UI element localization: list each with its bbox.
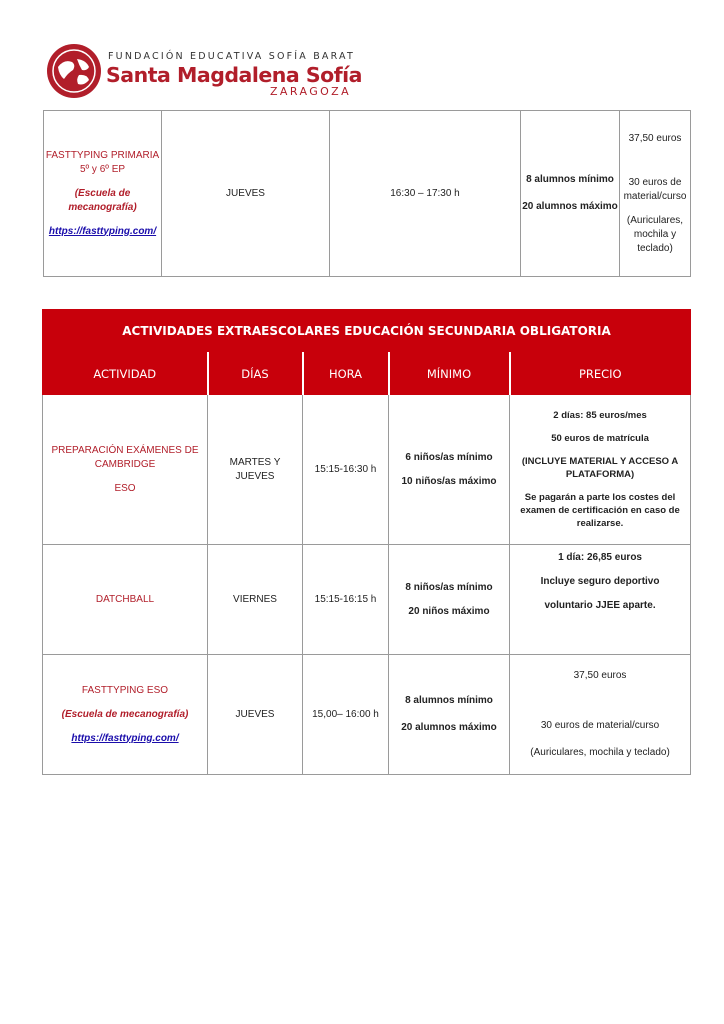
days-line: JUEVES (235, 470, 275, 482)
column-header: HORA (303, 353, 389, 395)
capacity-cell (521, 111, 620, 277)
school-logo (46, 41, 362, 101)
activity-cell: DATCHBALL (43, 545, 208, 655)
price-line: 50 euros de matrícula (551, 433, 649, 444)
days-cell (208, 395, 303, 545)
activity-name: PREPARACIÓN EXÁMENES DE (51, 444, 199, 456)
hours-cell: 15:15-16:30 h (303, 395, 389, 545)
days-cell: JUEVES (162, 111, 330, 277)
max-students: 10 niños/as máximo (401, 475, 497, 487)
activity-cell (43, 655, 208, 775)
price-line: 37,50 euros (628, 132, 682, 144)
price-line: 30 euros de material/curso (540, 720, 660, 731)
activity-note: (Escuela de (74, 187, 131, 199)
globe-logo-icon (46, 43, 102, 99)
max-students: 20 alumnos máximo (401, 722, 497, 733)
column-header: ACTIVIDAD (43, 353, 208, 395)
days-line: MARTES Y (229, 456, 281, 468)
table-row (43, 655, 691, 775)
max-students: 20 niños máximo (408, 605, 490, 617)
price-line: realizarse. (576, 518, 624, 529)
activity-note: (Escuela de mecanografía) (61, 708, 189, 720)
price-line: 30 euros de (628, 176, 682, 188)
hours-cell: 15:15-16:15 h (303, 545, 389, 655)
price-cell (510, 545, 691, 655)
price-line: 2 días: 85 euros/mes (553, 410, 647, 421)
hours-cell: 16:30 – 17:30 h (330, 111, 521, 277)
activity-name: FASTTYPING ESO (81, 684, 169, 696)
table-title: ACTIVIDADES EXTRAESCOLARES EDUCACIÓN SECUNDARIA OBLIGATORIA (43, 310, 691, 353)
min-students: 8 alumnos mínimo (405, 695, 493, 706)
price-line: examen de certificación en caso de (520, 505, 680, 516)
price-line: Se pagarán a parte los costes del (524, 492, 676, 503)
max-students: 20 alumnos máximo (522, 201, 618, 212)
price-cell (510, 655, 691, 775)
min-students: 8 alumnos mínimo (526, 174, 614, 185)
activity-cell (43, 395, 208, 545)
table-row (43, 545, 691, 655)
price-line: (Auriculares, mochila y teclado) (530, 747, 670, 758)
fasttyping-link[interactable]: https://fasttyping.com/ (71, 732, 179, 744)
table-title-row (43, 310, 691, 353)
eso-activities-table (42, 309, 691, 775)
column-header: MÍNIMO (389, 353, 510, 395)
activity-cell (44, 111, 162, 277)
table-row (43, 395, 691, 545)
column-header: PRECIO (510, 353, 691, 395)
activity-note: mecanografía) (68, 201, 137, 213)
capacity-cell (389, 655, 510, 775)
activity-level: ESO (114, 482, 136, 494)
column-header: DÍAS (208, 353, 303, 395)
price-line: material/curso (623, 190, 687, 202)
activity-name: CAMBRIDGE (94, 458, 156, 470)
foundation-name: FUNDACIÓN EDUCATIVA SOFÍA BARAT (108, 51, 356, 62)
table-row (44, 111, 691, 277)
price-line: voluntario JJEE aparte. (544, 600, 656, 611)
price-line: (Auriculares, (626, 214, 684, 226)
days-cell: VIERNES (208, 545, 303, 655)
primaria-activities-table (43, 110, 691, 277)
school-name: Santa Magdalena Sofía (106, 63, 362, 87)
capacity-cell (389, 545, 510, 655)
price-line: 1 día: 26,85 euros (558, 552, 642, 563)
price-line: Incluye seguro deportivo (540, 576, 660, 587)
hours-cell: 15,00– 16:00 h (303, 655, 389, 775)
price-line: teclado) (637, 242, 673, 254)
days-cell: JUEVES (208, 655, 303, 775)
activity-name: FASTTYPING PRIMARIA (45, 149, 160, 161)
school-city: ZARAGOZA (270, 85, 352, 98)
min-students: 6 niños/as mínimo (405, 451, 493, 463)
capacity-cell (389, 395, 510, 545)
fasttyping-link[interactable]: https://fasttyping.com/ (48, 225, 157, 237)
table-header-row (43, 353, 691, 395)
price-line: mochila y (633, 228, 677, 240)
price-line: (INCLUYE MATERIAL Y ACCESO A (521, 456, 679, 467)
activity-grades: 5º y 6º EP (79, 163, 126, 175)
price-cell (510, 395, 691, 545)
price-cell (620, 111, 691, 277)
min-students: 8 niños/as mínimo (405, 581, 493, 593)
price-line: 37,50 euros (573, 670, 627, 681)
price-line: PLATAFORMA) (565, 469, 635, 480)
